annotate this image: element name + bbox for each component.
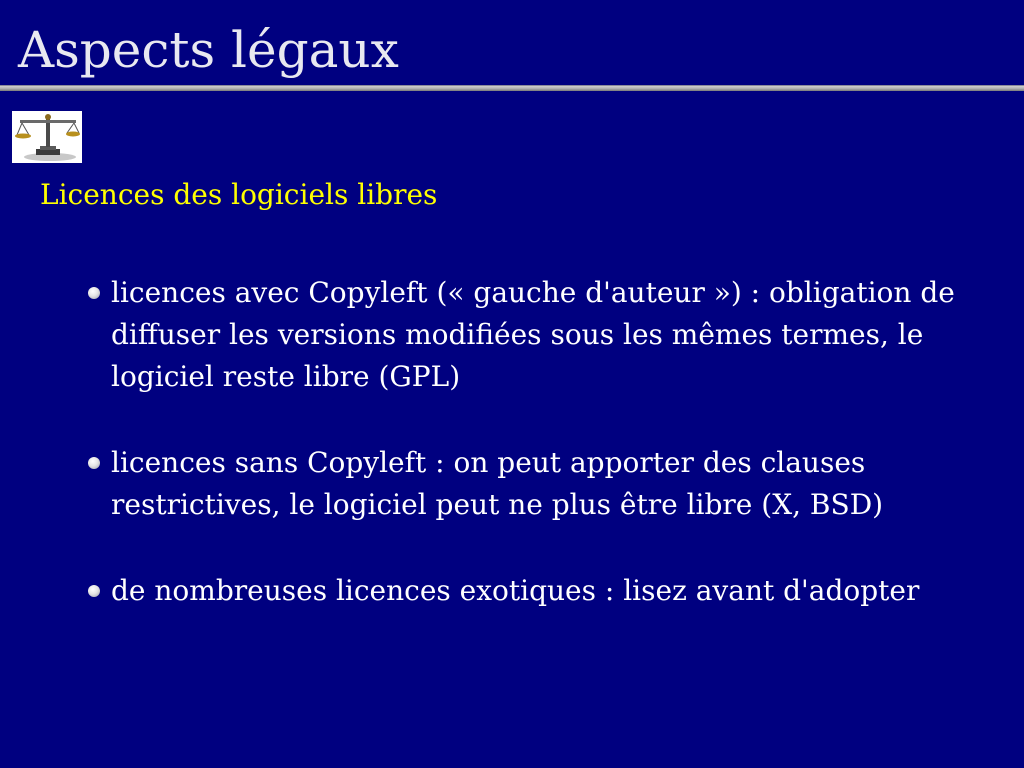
bullet-item xyxy=(88,570,978,612)
bullet-text: licences avec Copyleft (« gauche d'auteur ») : obligation de diffuser les versions modifiées sous les mêmes termes, le logiciel reste libre (GPL) xyxy=(111,276,955,393)
bullet-text: de nombreuses licences exotiques : lisez avant d'adopter xyxy=(111,574,920,607)
bullet-icon xyxy=(88,287,100,299)
slide-subtitle: Licences des logiciels libres xyxy=(40,178,438,211)
bullet-icon xyxy=(88,585,100,597)
bullet-item xyxy=(88,442,978,526)
bullet-icon xyxy=(88,457,100,469)
bullet-list xyxy=(88,272,978,656)
slide-title: Aspects légaux xyxy=(18,21,399,79)
title-divider xyxy=(0,85,1024,91)
balance-scale-icon xyxy=(12,111,82,163)
bullet-item xyxy=(88,272,978,398)
bullet-text: licences sans Copyleft : on peut apporter des clauses restrictives, le logiciel peut ne plus être libre (X, BSD) xyxy=(111,446,884,521)
